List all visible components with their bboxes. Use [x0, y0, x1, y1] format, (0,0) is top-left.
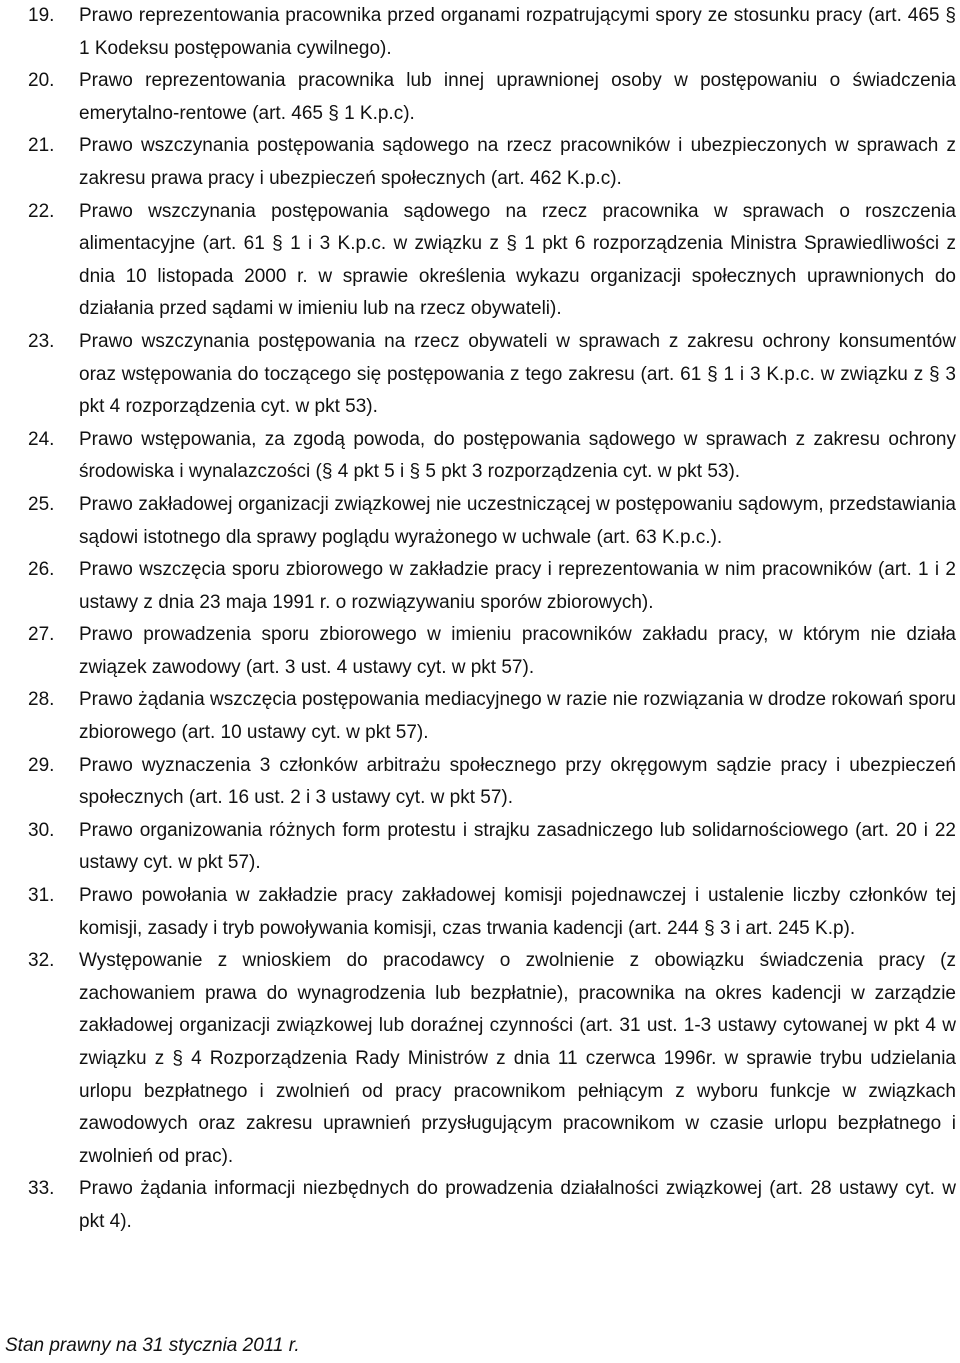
item-text: Prawo zakładowej organizacji związkowej nie uczestniczącej w postępowaniu sądowym, przedstawiania sądowi istotnego dla sprawy poglądu wyrażonego w uchwale (art. 63 K.p.c.). [79, 493, 956, 548]
item-number: 23. [28, 330, 55, 352]
item-text: Prawo powołania w zakładzie pracy zakładowej komisji pojednawczej i ustalenie liczby członków tej komisji, zasady i tryb powoływania komisji, czas trwania kadencji (art. 244 § 3 i art. 245 K.p). [79, 885, 956, 939]
list-item [28, 619, 956, 684]
item-text: Prawo żądania wszczęcia postępowania mediacyjnego w razie nie rozwiązania w drodze rokowań sporu zbiorowego (art. 10 ustawy cyt. w pkt 57). [79, 689, 956, 744]
list-item [28, 489, 956, 554]
item-number: 19. [28, 5, 55, 26]
item-text: Prawo wszczęcia sporu zbiorowego w zakładzie pracy i reprezentowania w nim pracowników (art. 1 i 2 ustawy z dnia 23 maja 1991 r. o rozwiązywaniu sporów zbiorowych). [79, 559, 956, 613]
list-item [28, 945, 956, 1173]
item-text: Prawo organizowania różnych form protestu i strajku zasadniczego lub solidarnościowego (art. 20 i 22 ustawy cyt. w pkt 57). [79, 819, 956, 874]
item-text: Prawo wszczynania postępowania sądowego na rzecz pracownika w sprawach o roszczenia alimentacyjne (art. 61 § 1 i 3 K.p.c. w związku z § 1 pkt 6 rozporządzenia Ministra Sprawiedliwości z dnia 10 listopada 2000 r. w sprawie określenia wykazu organizacji społecznych uprawnionych do działania przed sądami w imieniu lub na rzecz obywateli). [79, 200, 956, 320]
item-number: 31. [28, 885, 55, 907]
item-text: Prawo reprezentowania pracownika przed organami rozpatrującymi spory ze stosunku pracy (art. 465 § 1 Kodeksu postępowania cywilnego). [79, 5, 956, 59]
item-number: 22. [28, 200, 55, 222]
list-item [28, 1173, 956, 1238]
rights-list [28, 0, 956, 1239]
list-item [28, 326, 956, 424]
list-item [28, 750, 956, 815]
item-number: 24. [28, 428, 55, 450]
list-item [28, 0, 956, 65]
item-number: 21. [28, 135, 55, 157]
item-text: Występowanie z wnioskiem do pracodawcy o zwolnienie z obowiązku świadczenia pracy (z zachowaniem prawa do wynagrodzenia lub bezpłatnie), pracownika na okres kadencji w zarządzie zakładowej organizacji związkowej lub doraźnej czynności (art. 31 ust. 1-3 ustawy cytowanej w pkt 4 w związku z § 4 Rozporządzenia Rady Ministrów z dnia 11 czerwca 1996r. w sprawie trybu udzielania urlopu bezpłatnego i zwolnień od pracy pracownikom pełniącym z wyboru funkcje w związkach zawodowych oraz zakresu uprawnień przysługującym pracownikom w czasie urlopu bezpłatnego i zwolnień od prac). [79, 950, 956, 1167]
item-number: 26. [28, 559, 55, 581]
item-text: Prawo wstępowania, za zgodą powoda, do postępowania sądowego w sprawach z zakresu ochrony środowiska i wynalazczości (§ 4 pkt 5 i § 5 pkt 3 rozporządzenia cyt. w pkt 53). [79, 428, 956, 483]
item-number: 33. [28, 1178, 55, 1200]
list-item [28, 130, 956, 195]
item-number: 28. [28, 689, 55, 711]
item-number: 25. [28, 493, 55, 515]
list-item [28, 880, 956, 945]
list-item [28, 684, 956, 749]
item-text: Prawo wszczynania postępowania sądowego na rzecz pracowników i ubezpieczonych w sprawach z zakresu prawa pracy i ubezpieczeń społecznych (art. 462 K.p.c). [79, 135, 956, 189]
list-item [28, 424, 956, 489]
item-text: Prawo reprezentowania pracownika lub innej uprawnionej osoby w postępowaniu o świadczenia emerytalno-rentowe (art. 465 § 1 K.p.c). [79, 70, 956, 124]
item-number: 30. [28, 819, 55, 841]
item-text: Prawo prowadzenia sporu zbiorowego w imieniu pracowników zakładu pracy, w którym nie działa związek zawodowy (art. 3 ust. 4 ustawy cyt. w pkt 57). [79, 624, 956, 678]
list-item [28, 815, 956, 880]
legal-status-footer: Stan prawny na 31 stycznia 2011 r. [5, 1335, 300, 1356]
item-number: 29. [28, 754, 55, 776]
item-number: 32. [28, 950, 55, 972]
item-number: 20. [28, 70, 55, 92]
list-item [28, 65, 956, 130]
item-number: 27. [28, 624, 55, 646]
item-text: Prawo wszczynania postępowania na rzecz obywateli w sprawach z zakresu ochrony konsumentów oraz wstępowania do toczącego się postępowania z tego zakresu (art. 61 § 1 i 3 K.p.c. w związku z § 3 pkt 4 rozporządzenia cyt. w pkt 53). [79, 330, 956, 418]
list-item [28, 554, 956, 619]
list-item [28, 196, 956, 326]
item-text: Prawo żądania informacji niezbędnych do prowadzenia działalności związkowej (art. 28 ustawy cyt. w pkt 4). [79, 1178, 956, 1232]
item-text: Prawo wyznaczenia 3 członków arbitrażu społecznego przy okręgowym sądzie pracy i ubezpieczeń społecznych (art. 16 ust. 2 i 3 ustawy cyt. w pkt 57). [79, 754, 956, 809]
